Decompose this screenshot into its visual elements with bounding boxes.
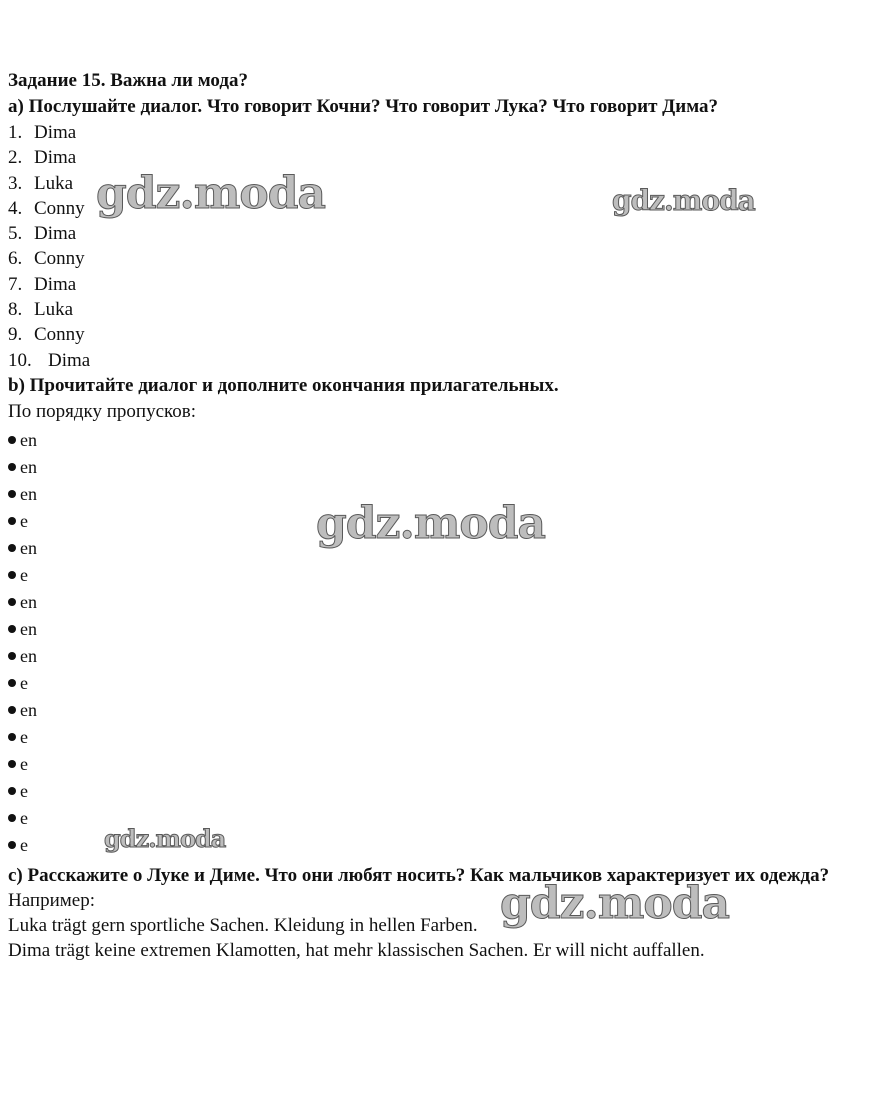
watermark-logo: gdz.moda <box>612 184 755 217</box>
list-item <box>8 272 866 297</box>
bullet-icon <box>8 814 16 822</box>
bullet-icon <box>8 760 16 768</box>
item-number: 7. <box>8 273 23 295</box>
watermark-logo: gdz.moda <box>96 168 326 219</box>
item-number: 3. <box>8 172 23 194</box>
list-item <box>8 589 866 616</box>
ending-text: en <box>20 699 37 720</box>
bullet-icon <box>8 787 16 795</box>
list-item <box>8 221 866 246</box>
item-text: Conny <box>34 324 85 346</box>
list-item <box>8 697 866 724</box>
bullet-icon <box>8 679 16 687</box>
item-text: Dima <box>48 349 91 371</box>
bullet-icon <box>8 625 16 633</box>
item-number: 6. <box>8 248 23 270</box>
item-number: 9. <box>8 324 23 346</box>
bullet-icon <box>8 517 16 525</box>
ending-text: en <box>20 429 37 450</box>
item-number: 1. <box>8 122 23 143</box>
section-b-intro: По порядку пропусков: <box>8 400 197 422</box>
section-a-heading: a) Послушайте диалог. Что говорит Кочни? Что говорит Лука? Что говорит Дима? <box>8 96 719 117</box>
list-item <box>8 670 866 697</box>
bullet-icon <box>8 571 16 579</box>
bullet-icon <box>8 463 16 471</box>
item-number: 2. <box>8 147 23 169</box>
section-c-line-luka: Luka trägt gern sportliche Sachen. Kleidung in hellen Farben. <box>8 914 478 936</box>
list-item <box>8 120 866 145</box>
watermark-logo: gdz.moda <box>104 824 226 853</box>
ending-text: en <box>20 645 37 666</box>
item-text: Dima <box>34 223 77 245</box>
item-text: Dima <box>34 122 77 143</box>
section-c-line-dima: Dima trägt keine extremen Klamotten, hat mehr klassischen Sachen. Er will nicht auffallen. <box>8 939 705 961</box>
ending-text: e <box>20 807 28 828</box>
section-c-heading: c) Расскажите о Луке и Диме. Что они любят носить? Как мальчиков характеризует их одежда? <box>8 864 830 886</box>
task-title: Задание 15. Важна ли мода? <box>8 70 248 91</box>
watermark-logo: gdz.moda <box>500 878 730 929</box>
list-item <box>8 643 866 670</box>
ending-text: en <box>20 483 37 504</box>
item-text: Conny <box>34 248 85 270</box>
ending-text: en <box>20 591 37 612</box>
list-item <box>8 427 866 454</box>
bullet-icon <box>8 544 16 552</box>
ending-text: e <box>20 564 28 585</box>
list-item <box>8 246 866 271</box>
ending-text: e <box>20 753 28 774</box>
ending-text: en <box>20 456 37 477</box>
bullet-icon <box>8 490 16 498</box>
item-text: Luka <box>34 299 74 321</box>
list-item <box>8 322 866 347</box>
section-a-answer-list <box>8 120 866 373</box>
ending-text: e <box>20 726 28 747</box>
ending-text: en <box>20 537 37 558</box>
list-item <box>8 616 866 643</box>
list-item <box>8 454 866 481</box>
section-b-heading: b) Прочитайте диалог и дополните окончания прилагательных. <box>8 374 559 396</box>
item-number: 8. <box>8 299 23 321</box>
bullet-icon <box>8 733 16 741</box>
bullet-icon <box>8 841 16 849</box>
ending-text: e <box>20 834 28 855</box>
watermark-logo: gdz.moda <box>316 498 546 549</box>
list-item <box>8 348 866 373</box>
list-item <box>8 724 866 751</box>
item-text: Luka <box>34 172 74 194</box>
item-number: 5. <box>8 223 23 245</box>
bullet-icon <box>8 598 16 606</box>
list-item <box>8 778 866 805</box>
list-item <box>8 751 866 778</box>
item-text: Dima <box>34 273 77 295</box>
bullet-icon <box>8 652 16 660</box>
item-text: Dima <box>34 147 77 169</box>
ending-text: e <box>20 780 28 801</box>
section-c-example-label: Например: <box>8 889 95 911</box>
list-item <box>8 145 866 170</box>
item-number: 10. <box>8 349 32 371</box>
ending-text: en <box>20 618 37 639</box>
section-b-endings-list <box>8 427 866 859</box>
bullet-icon <box>8 436 16 444</box>
list-item <box>8 297 866 322</box>
ending-text: e <box>20 510 28 531</box>
item-number: 4. <box>8 197 23 219</box>
list-item <box>8 562 866 589</box>
item-text: Conny <box>34 197 85 219</box>
ending-text: e <box>20 672 28 693</box>
bullet-icon <box>8 706 16 714</box>
